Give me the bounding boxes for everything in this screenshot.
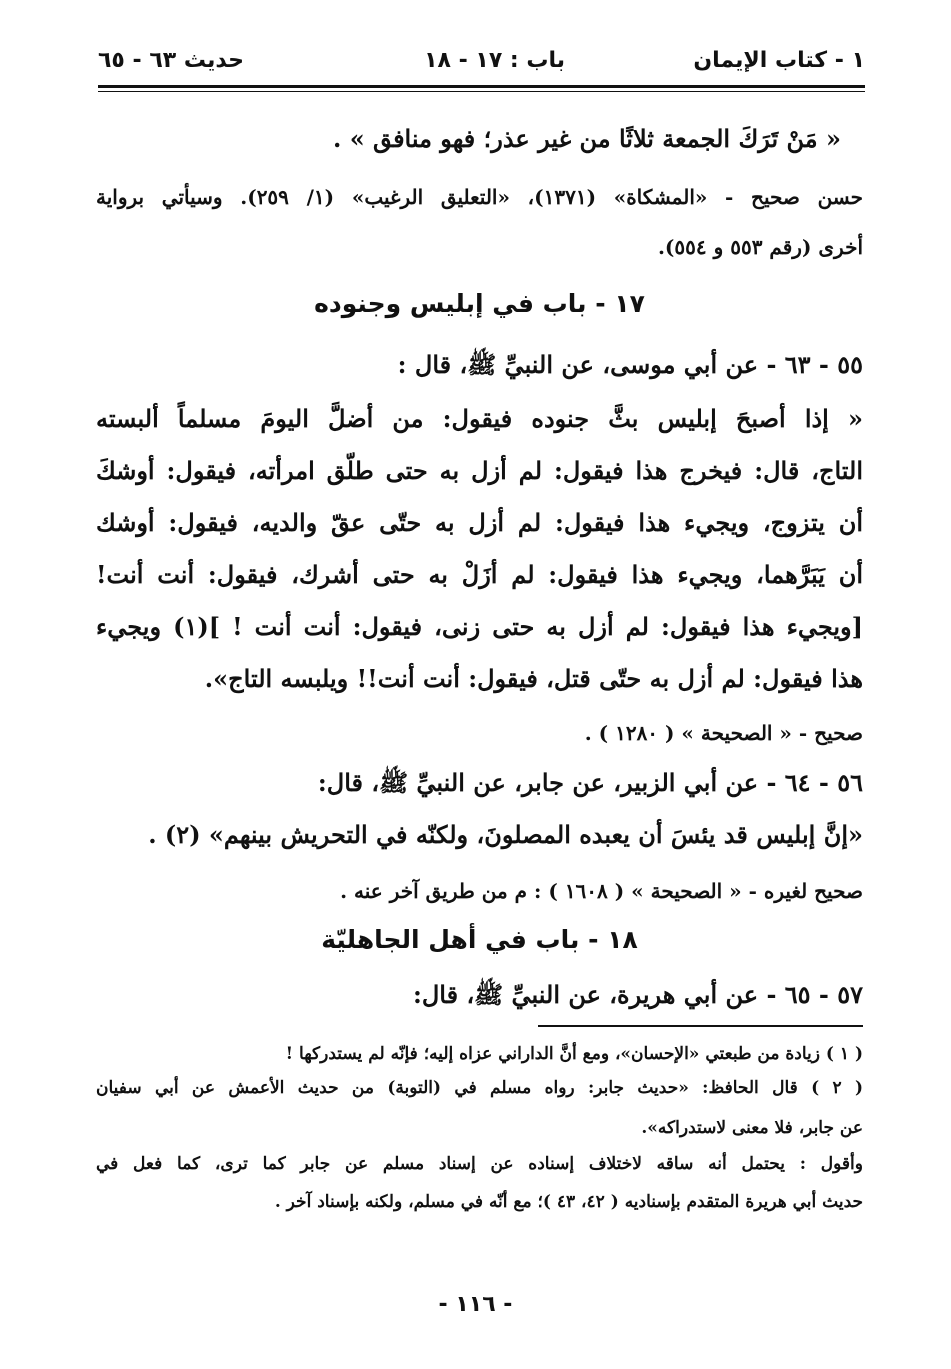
page-number: - ١١٦ -	[438, 1292, 513, 1317]
hadith-text-line: «إنَّ إبليس قد يئسَ أن يعبده المصلونَ، ولكنّه في التحريش بينهم» (٢) .	[148, 820, 863, 849]
grading-line: حسن صحيح - «المشكاة» (١٣٧١)، «التعليق الرغيب» (١/ ٢٥٩). وسيأتي برواية	[96, 185, 863, 209]
chapter-heading-18: ١٨ - باب في أهل الجاهليّة	[321, 925, 638, 954]
footnote-2: ( ٢ ) قال الحافظ: «حديث جابر: رواه مسلم في (التوبة) من حديث الأعمش عن أبي سفيان	[96, 1078, 864, 1098]
grading-line: أخرى (رقم ٥٥٣ و ٥٥٤).	[657, 235, 863, 259]
hadith-text-line: أن يَبَرَّهما، ويجيء هذا فيقول: لم أزَلْ به حتى أشرك، فيقول: أنت أنت!	[96, 560, 863, 589]
grading-line: صحيح لغيره - « الصحيحة » ( ١٦٠٨ ) : م من طريق آخر عنه .	[340, 879, 863, 903]
hadith-text-line: [ويجيء هذا فيقول: لم أزل به حتى زنى، فيقول: أنت أنت ! ](١) ويجيء	[96, 612, 863, 641]
footnote-1: ( ١ ) زيادة من طبعتي «الإحسان»، ومع أنَّ الداراني عزاه إليه؛ فإنّه لم يستدركها !	[285, 1044, 863, 1064]
footnote-2-comment: وأقول : يحتمل أنه ساقه لاختلاف إسناده عن إسناد مسلم عن جابر كما ترى، كما فعل في	[96, 1154, 863, 1174]
running-header	[98, 44, 865, 82]
header-rule-thick	[98, 85, 865, 88]
isnad-line: ٥٧ - ٦٥ - عن أبي هريرة، عن النبيِّ ﷺ، قال:	[413, 980, 863, 1009]
isnad-line: ٥٦ - ٦٤ - عن أبي الزبير، عن جابر، عن النبيِّ ﷺ، قال:	[317, 768, 863, 797]
header-rule-thin	[98, 91, 865, 92]
hadith-text-line: أن يتزوج، ويجيء هذا فيقول: لم أزل به حتّى عقّ والديه، فيقول: أوشك	[96, 508, 863, 537]
isnad-line: ٥٥ - ٦٣ - عن أبي موسى، عن النبيِّ ﷺ، قال :	[397, 350, 863, 379]
hadith-text-line: « مَنْ تَرَكَ الجمعة ثلاثًا من غير عذر؛ فهو منافق » .	[332, 124, 841, 153]
header-book-title: ١ - كتاب الإيمان	[693, 48, 865, 73]
footnote-2-comment-continued: حديث أبي هريرة المتقدم بإسناديه ( ٤٢، ٤٣ )؛ مع أنّه في مسلم، ولكنه بإسناد آخر .	[274, 1192, 863, 1212]
hadith-text-line: هذا فيقول: لم أزل به حتّى قتل، فيقول: أنت أنت!! ويلبسه التاج».	[204, 664, 863, 693]
header-chapter-range: باب : ١٧ - ١٨	[424, 48, 565, 73]
grading-line: صحيح - « الصحيحة » ( ١٢٨٠ ) .	[584, 721, 863, 745]
hadith-text-line: التاج، قال: فيخرج هذا فيقول: لم أزل به حتى طلّق امرأته، فيقول: أوشكَ	[96, 456, 863, 485]
header-hadith-range: حديث ٦٣ - ٦٥	[98, 48, 244, 73]
footnote-2-continued: عن جابر، فلا معنى لاستدراكه».	[641, 1118, 863, 1138]
footnote-separator	[538, 1025, 863, 1027]
hadith-text-line: « إذا أصبحَ إبليس بثَّ جنوده فيقول: من أضلَّ اليومَ مسلماً ألبسته	[96, 404, 863, 433]
chapter-heading-17: ١٧ - باب في إبليس وجنوده	[314, 289, 645, 318]
